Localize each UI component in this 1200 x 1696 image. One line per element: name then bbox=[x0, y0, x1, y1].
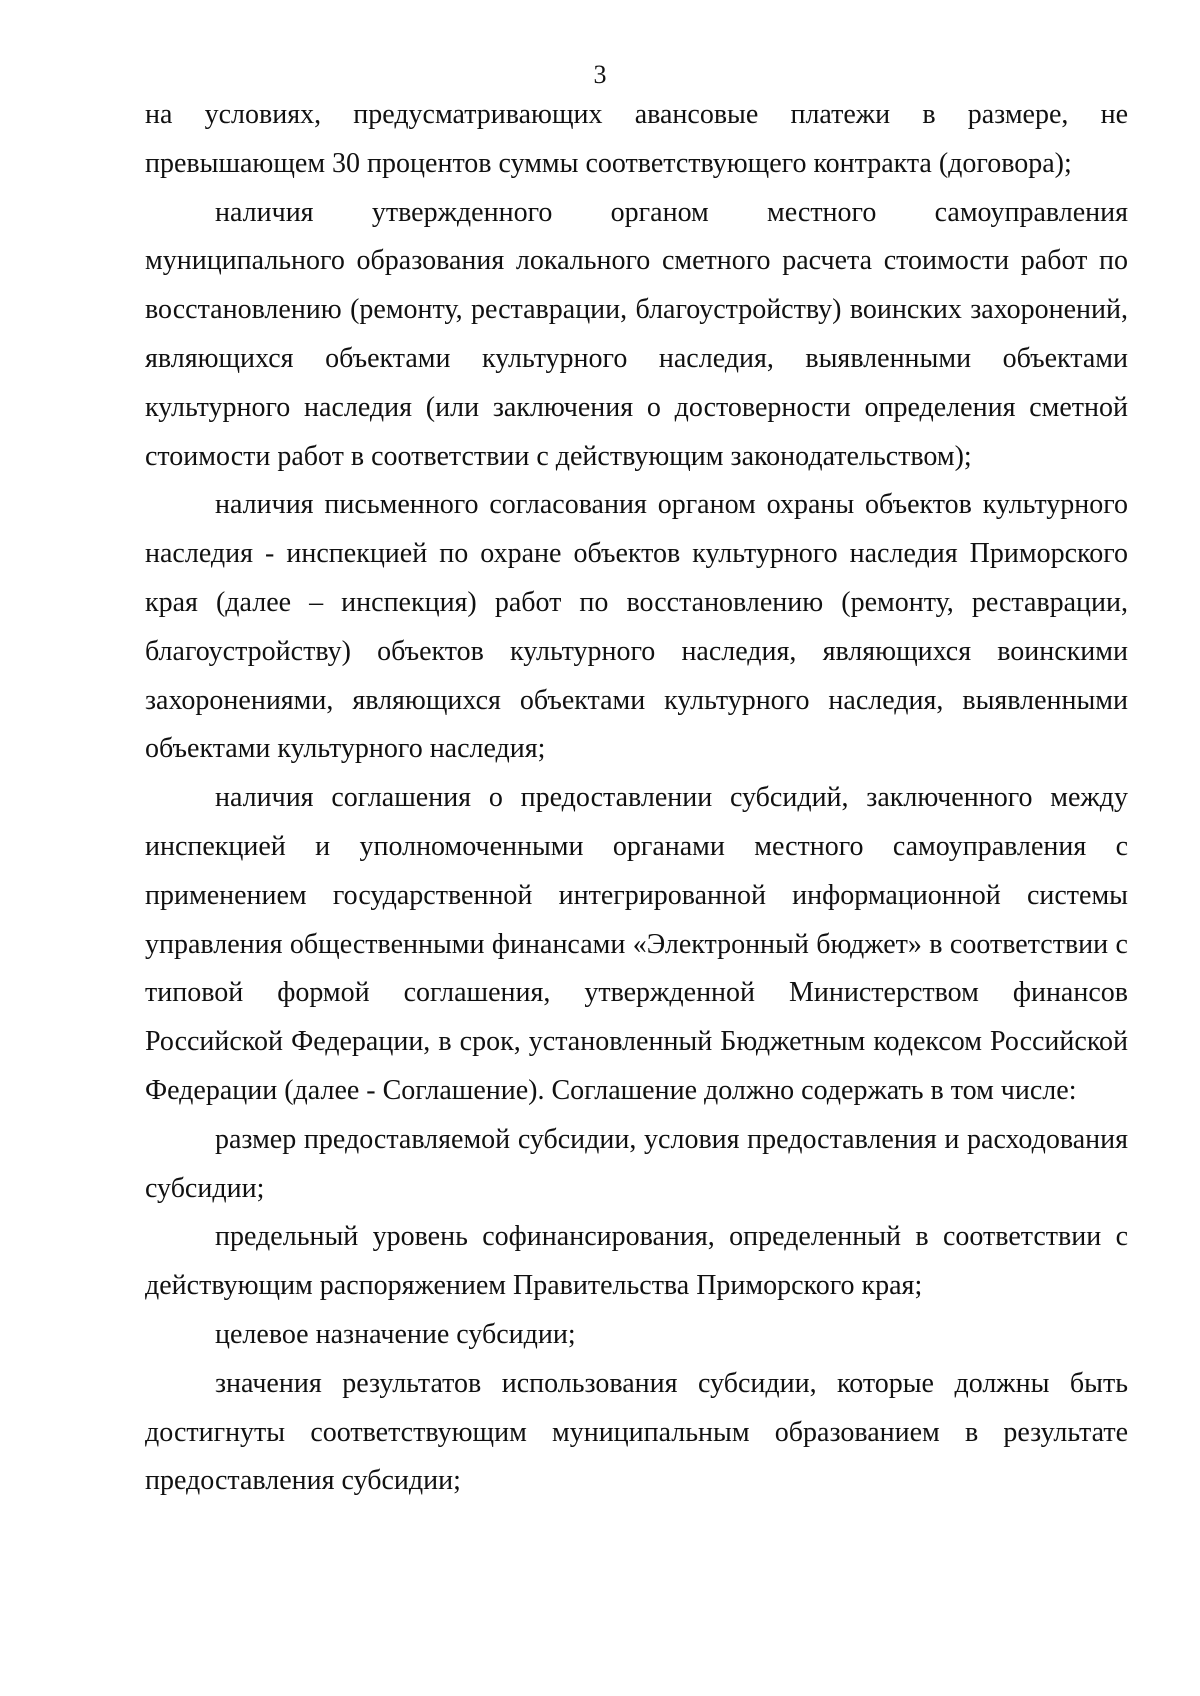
paragraph-written-approval: наличия письменного согласования органом охраны объектов культурного наследия - инспекцией по охране объектов культурного наследия Приморского края (далее – инспекция) работ по восстановлению (ремонту, реставрации, благоустройству) объектов культурного наследия, являющихся воинскими захоронениями, являющихся объектами культурного наследия, выявленными объектами культурного наследия; bbox=[145, 489, 1128, 765]
document-body bbox=[145, 91, 1128, 1506]
paragraph-result-values: значения результатов использования субсидии, которые должны быть достигнуты соответствующим муниципальным образованием в результате предоставления субсидии; bbox=[145, 1367, 1128, 1497]
paragraph-cofinancing-level: предельный уровень софинансирования, определенный в соответствии с действующим распоряжением Правительства Приморского края; bbox=[145, 1221, 1128, 1302]
paragraph-subsidy-agreement: наличия соглашения о предоставлении субсидий, заключенного между инспекцией и уполномоченными органами местного самоуправления с применением государственной интегрированной информационной системы управления общественными финансами «Электронный бюджет» в соответствии с типовой формой соглашения, утвержденной Министерством финансов Российской Федерации, в срок, установленный Бюджетным кодексом Российской Федерации (далее - Соглашение). Соглашение должно содержать в том числе: bbox=[145, 782, 1128, 1106]
paragraph-cost-estimate: наличия утвержденного органом местного самоуправления муниципального образования локального сметного расчета стоимости работ по восстановлению (ремонту, реставрации, благоустройству) воинских захоронений, являющихся объектами культурного наследия, выявленными объектами культурного наследия (или заключения о достоверности определения сметной стоимости работ в соответствии с действующим законодательством); bbox=[145, 196, 1128, 472]
paragraph-subsidy-amount: размер предоставляемой субсидии, условия предоставления и расходования субсидии; bbox=[145, 1123, 1128, 1204]
page-number: 3 bbox=[593, 60, 607, 89]
paragraph-target-purpose: целевое назначение субсидии; bbox=[215, 1318, 576, 1350]
paragraph-advance-payments: на условиях, предусматривающих авансовые платежи в размере, не превышающем 30 процентов суммы соответствующего контракта (договора); bbox=[145, 99, 1128, 179]
